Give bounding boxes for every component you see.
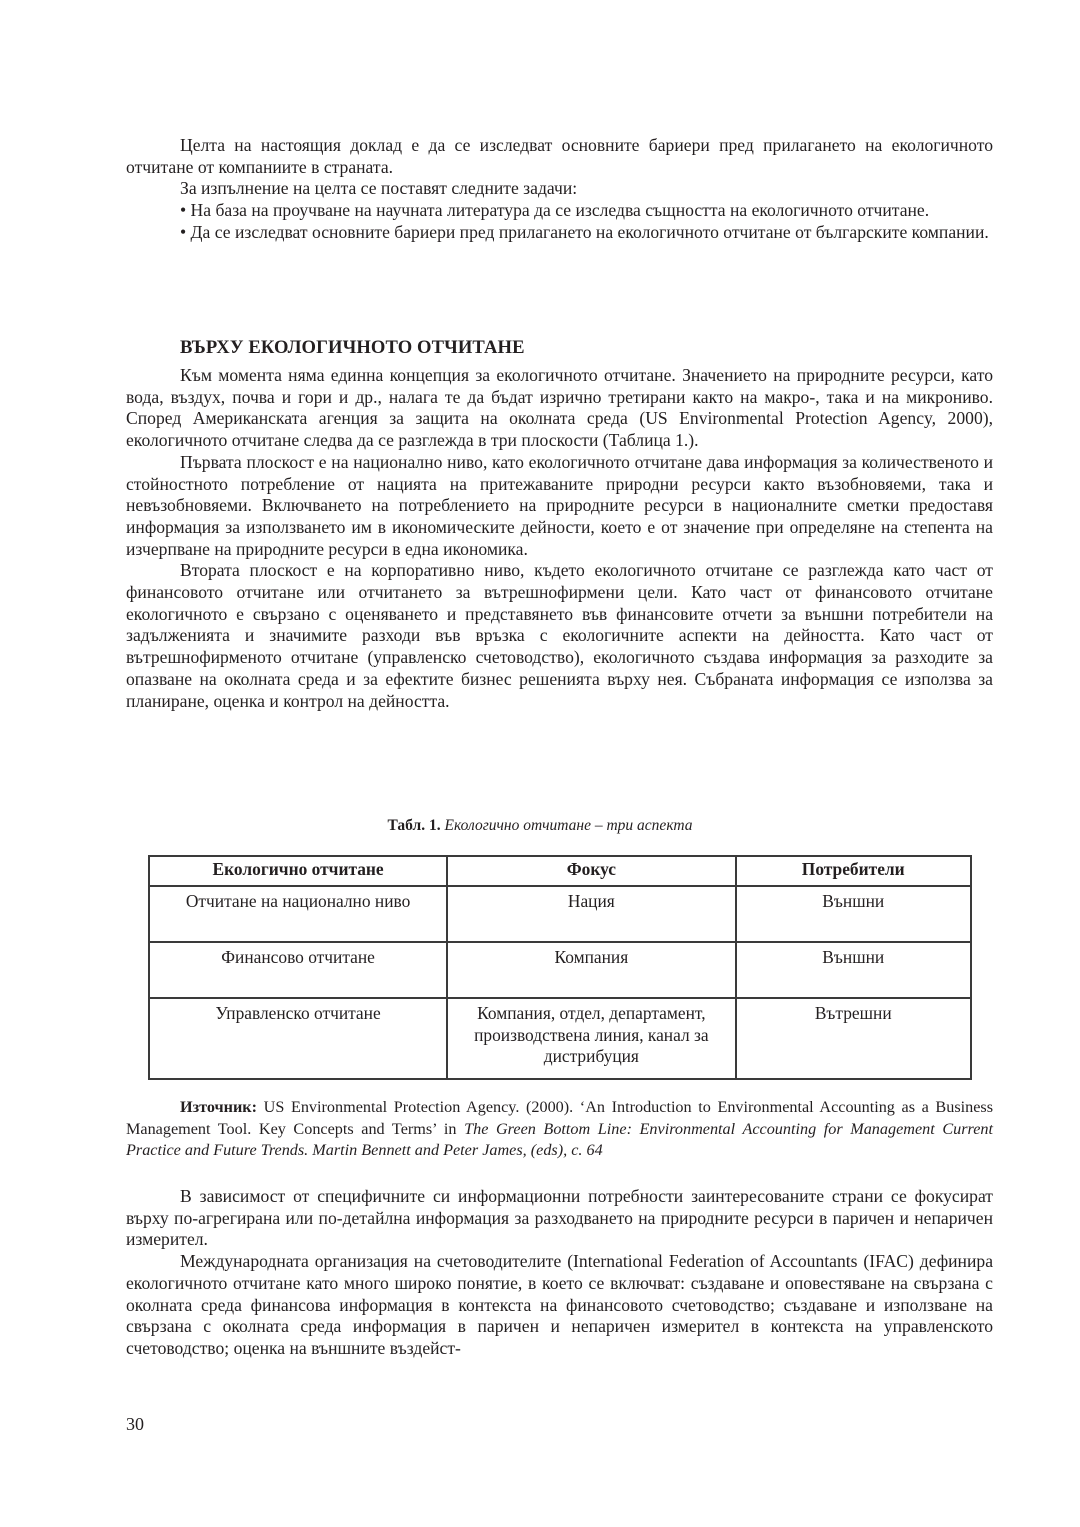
table-cell: Външни xyxy=(736,886,972,942)
column-header: Екологично отчитане xyxy=(149,856,447,886)
table-cell: Финансово отчитане xyxy=(149,942,447,998)
accounting-aspects-table xyxy=(148,855,972,1080)
table-header-row xyxy=(149,856,971,886)
paragraph: Към момента няма единна концепция за екологичното отчитане. Значението на природните ресурси, като вода, въздух, почва и гори и др., налага те да бъдат изрично третирани както на макро-, така и на микрониво. Според Американската агенция за защита на околната среда (US Environmental Protection Agency, 2000), екологичното отчитане следва да се разглежда в три плоскости (Таблица 1.). xyxy=(126,365,993,451)
intro-section xyxy=(126,135,993,244)
bullet-item: • Да се изследват основните бариери пред прилагането на екологичното отчитане от българските компании. xyxy=(180,221,989,242)
table-cell: Управленско отчитане xyxy=(149,998,447,1079)
column-header: Потребители xyxy=(736,856,972,886)
paragraph: За изпълнение на целта се поставят следните задачи: xyxy=(180,178,578,199)
source-label: Източник: xyxy=(180,1098,258,1116)
bullet-item: • На база на проучване на научната литература да се изследва същността на екологичното отчитане. xyxy=(180,200,930,221)
table-cell: Компания, отдел, департамент, производствена линия, канал за дистрибуция xyxy=(447,998,735,1079)
table-cell: Нация xyxy=(447,886,735,942)
paragraph: В зависимост от специфичните си информационни потребности заинтересованите страни се фокусират върху по-агрегирана или по-детайлна информация за разходването на природните ресурси в паричен и непаричен измерител. xyxy=(126,1186,993,1250)
paragraph: Целта на настоящия доклад е да се изследват основните бариери пред прилагането на екологичното отчитане от компаниите в страната. xyxy=(126,135,993,177)
table-row xyxy=(149,942,971,998)
paragraph: Втората плоскост е на корпоративно ниво, където екологичното отчитане се разглежда като част от финансовото отчитане или отчитането за вътрешнофирмени цели. Като част от финансовото отчитане екологичното е свързано с оценяването и представянето във финансовите отчети за външни потребители на задълженията и значимите разходи във връзка с екологичните аспекти на дейността. Като част от вътрешнофирменото отчитане (управленско счетоводство), екологичното създава информация за разходите за опазване на околната среда и за ефектите бизнес решенията върху нея. Събраната информация се използва за планиране, оценка и контрол на дейността. xyxy=(126,560,993,711)
table-cell: Външни xyxy=(736,942,972,998)
paragraph: Първата плоскост е на национално ниво, като екологичното отчитане дава информация за количественото и стойностното потребление от нацията на притежаваните природни ресурси както възобновяеми, така и невъзобновяеми. Включването на потреблението на природните ресурси в националните сметки предоставя информация за използването им в икономическите дейности, което е от значение при определяне на степента на изчерпване на природните ресурси в една икономика. xyxy=(126,451,993,559)
table-row xyxy=(149,998,971,1079)
section-heading: ВЪРХУ ЕКОЛОГИЧНОТО ОТЧИТАНЕ xyxy=(180,337,525,358)
table-caption-title: Екологично отчитане – три аспекта xyxy=(444,817,693,834)
closing-section xyxy=(126,1186,993,1360)
paragraph: Международната организация на счетоводителите (International Federation of Accountants (IFAC) дефинира екологичното отчитане като много широко понятие, в което се включват: създаване и оповестяване на свързана с околната среда финансова информация в контекста на финансовото счетоводство; създаване и използване на свързана с околната среда информация в паричен и непаричен измерител в контекста на управленското счетоводство; оценка на външните въздейст- xyxy=(126,1251,993,1358)
table-cell: Компания xyxy=(447,942,735,998)
column-header: Фокус xyxy=(447,856,735,886)
table-cell: Вътрешни xyxy=(736,998,972,1079)
table-cell: Отчитане на национално ниво xyxy=(149,886,447,942)
table-source-note xyxy=(126,1097,993,1162)
main-section xyxy=(126,365,993,712)
table-caption-number: Табл. 1. xyxy=(387,817,441,834)
table-caption xyxy=(0,817,1080,835)
source-italic-title: The Green Bottom Line: Environmental Accounting for Management Current Practice and Future Trends. Martin Bennett and Peter James, (eds), c. 64 xyxy=(126,1119,993,1159)
page-number: 30 xyxy=(126,1414,144,1434)
source-text: US Environmental Protection Agency. (2000). ‘An Introduction to Environmental Accounting as a Business Management Tool. Key Concepts and Terms’ in xyxy=(126,1098,993,1138)
table-row xyxy=(149,886,971,942)
